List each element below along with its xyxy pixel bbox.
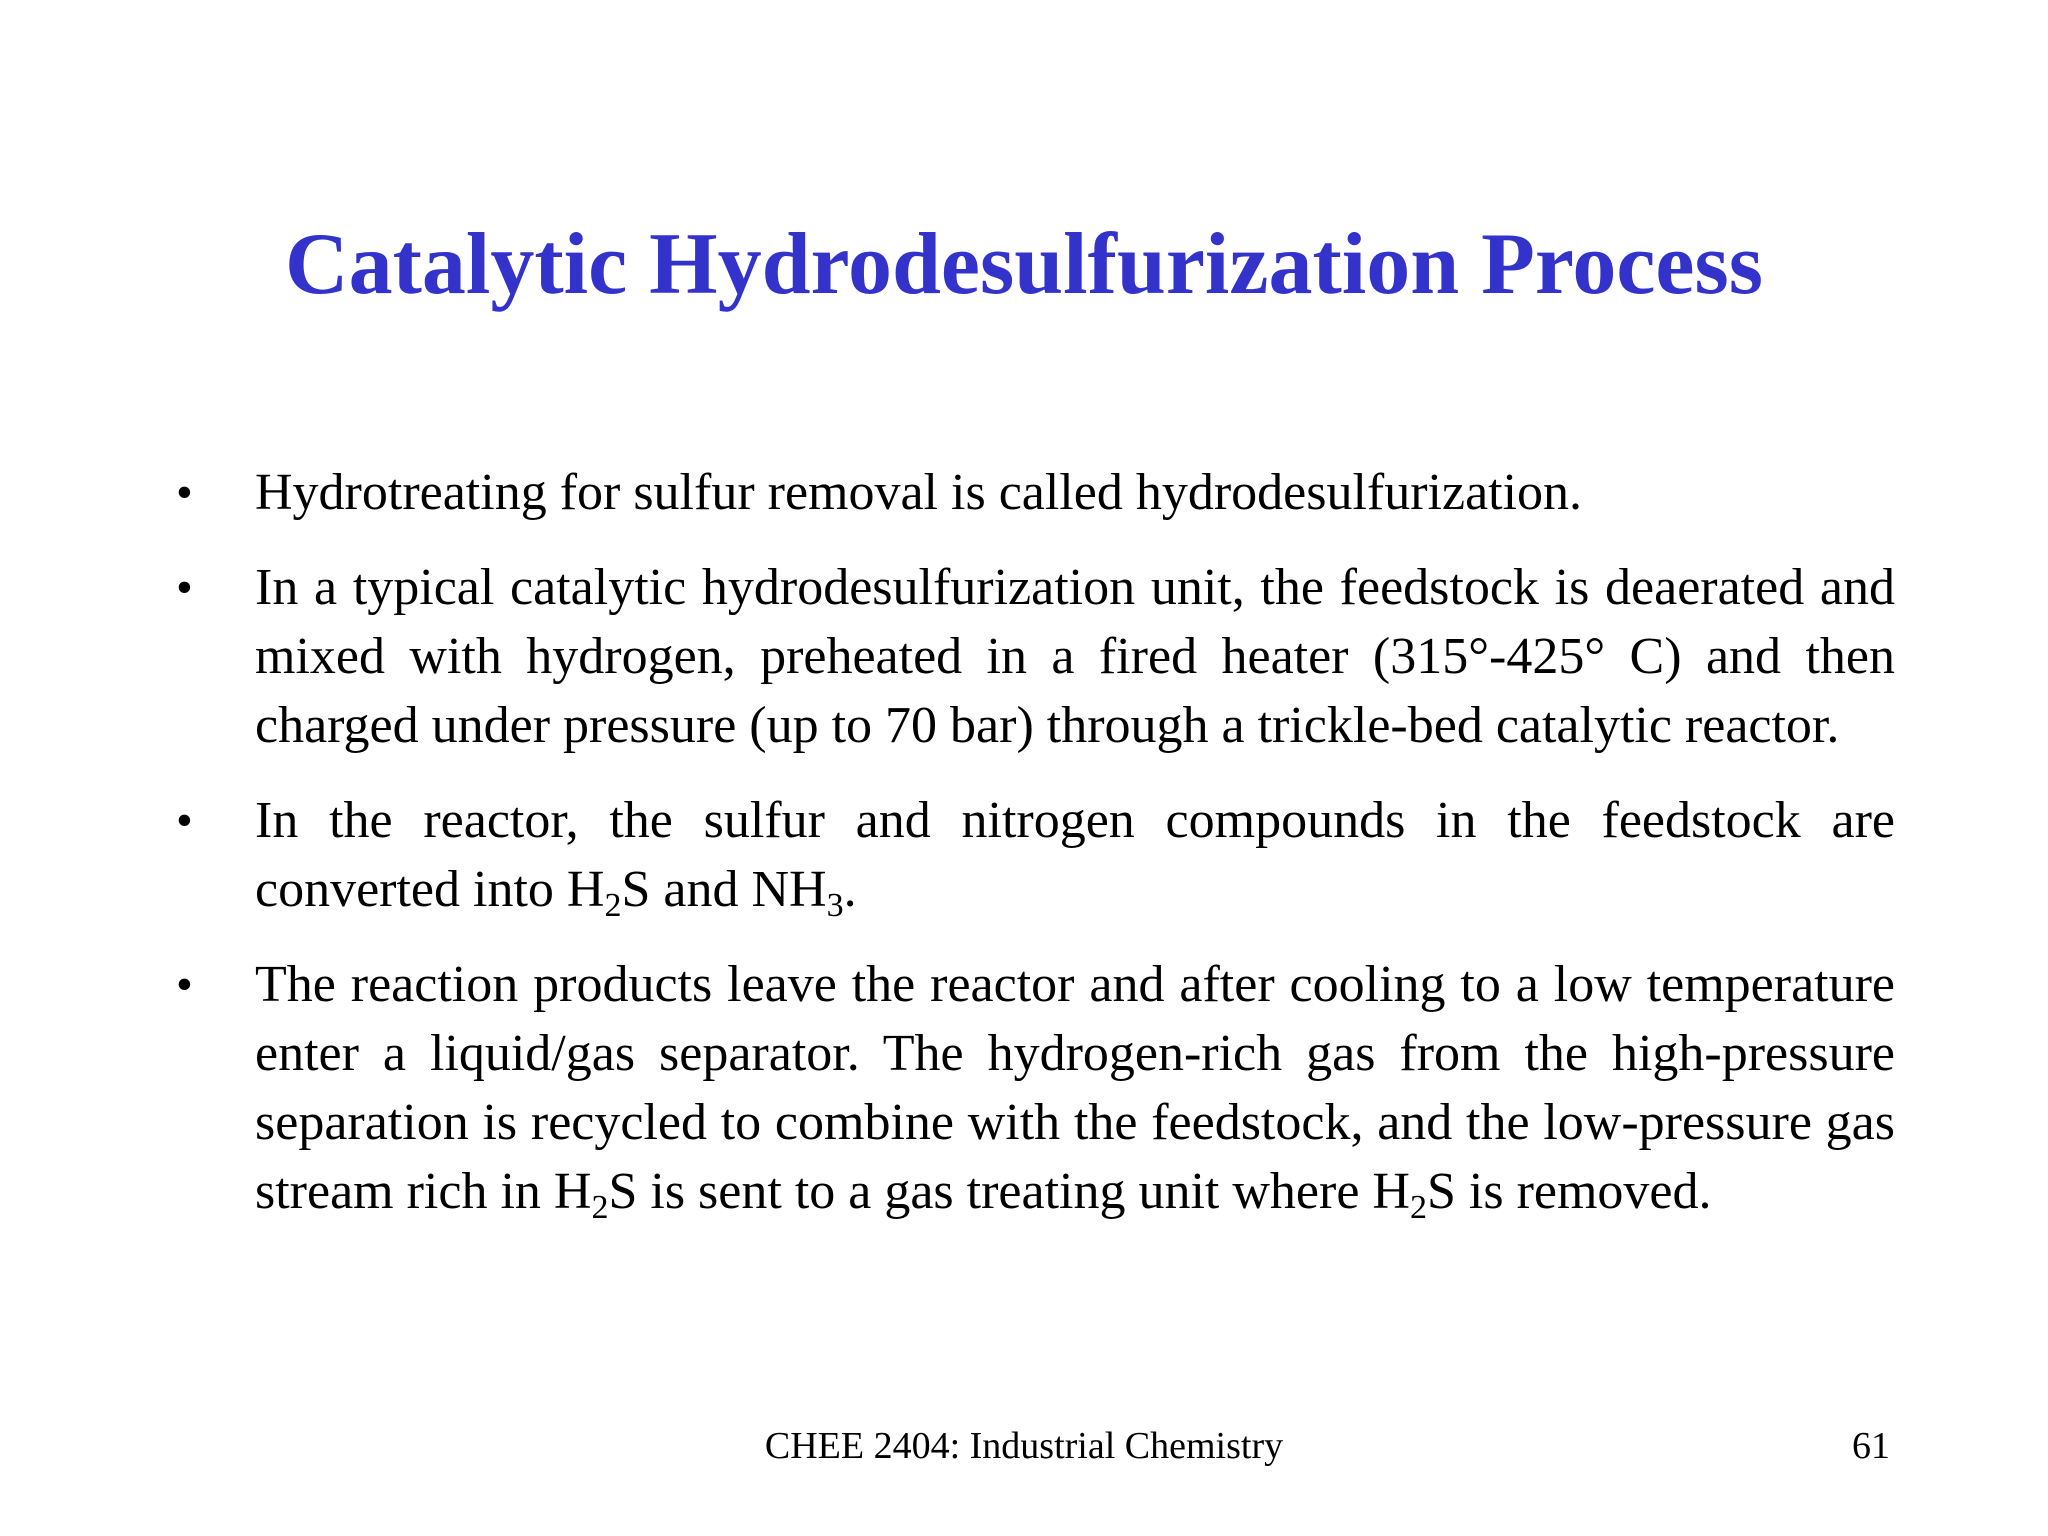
footer-course-title: CHEE 2404: Industrial Chemistry [764, 1425, 1284, 1467]
subscript: 2 [604, 887, 622, 924]
bullet-icon: • [176, 466, 193, 519]
bullet-text-part: S is removed. [1426, 1163, 1712, 1220]
subscript: 2 [591, 1189, 609, 1226]
bullet-text-part: In the reactor, the sulfur and nitrogen compounds in the feedstock are converted into H [255, 792, 1895, 918]
bullet-text [255, 553, 1895, 760]
subscript: 2 [1409, 1189, 1427, 1226]
bullet-text-part: In a typical catalytic hydrodesulfurization unit, the feedstock is deaerated and mixed with hydrogen, preheated in a fired heater (315°-425° C) and then charged under pressure (up to 70 bar) through a trickle-bed catalytic reactor. [255, 559, 1895, 754]
bullet-item [0, 786, 2048, 924]
bullet-item [0, 553, 2048, 760]
slide-title: Catalytic Hydrodesulfurization Process [285, 216, 1763, 313]
bullet-text [255, 458, 1895, 527]
bullet-text [255, 950, 1895, 1226]
bullet-item [0, 458, 2048, 527]
subscript: 3 [826, 887, 844, 924]
bullet-text-part: Hydrotreating for sulfur removal is called hydrodesulfurization. [255, 464, 1583, 521]
bullet-icon: • [176, 794, 193, 847]
bullet-text [255, 786, 1895, 924]
bullet-text-part: The reaction products leave the reactor and after cooling to a low temperature enter a liquid/gas separator. The hydrogen-rich gas from the high-pressure separation is recycled to combine with the feedstock, and the low-pressure gas stream rich in H [255, 956, 1895, 1220]
page-number: 61 [1852, 1425, 1890, 1467]
bullet-text-part: S and NH [621, 861, 827, 918]
bullet-text-part: S is sent to a gas treating unit where H [608, 1163, 1410, 1220]
bullet-text-part: . [843, 861, 857, 918]
bullet-list [0, 458, 2048, 1252]
bullet-icon: • [176, 561, 193, 614]
bullet-icon: • [176, 958, 193, 1011]
bullet-item [0, 950, 2048, 1226]
